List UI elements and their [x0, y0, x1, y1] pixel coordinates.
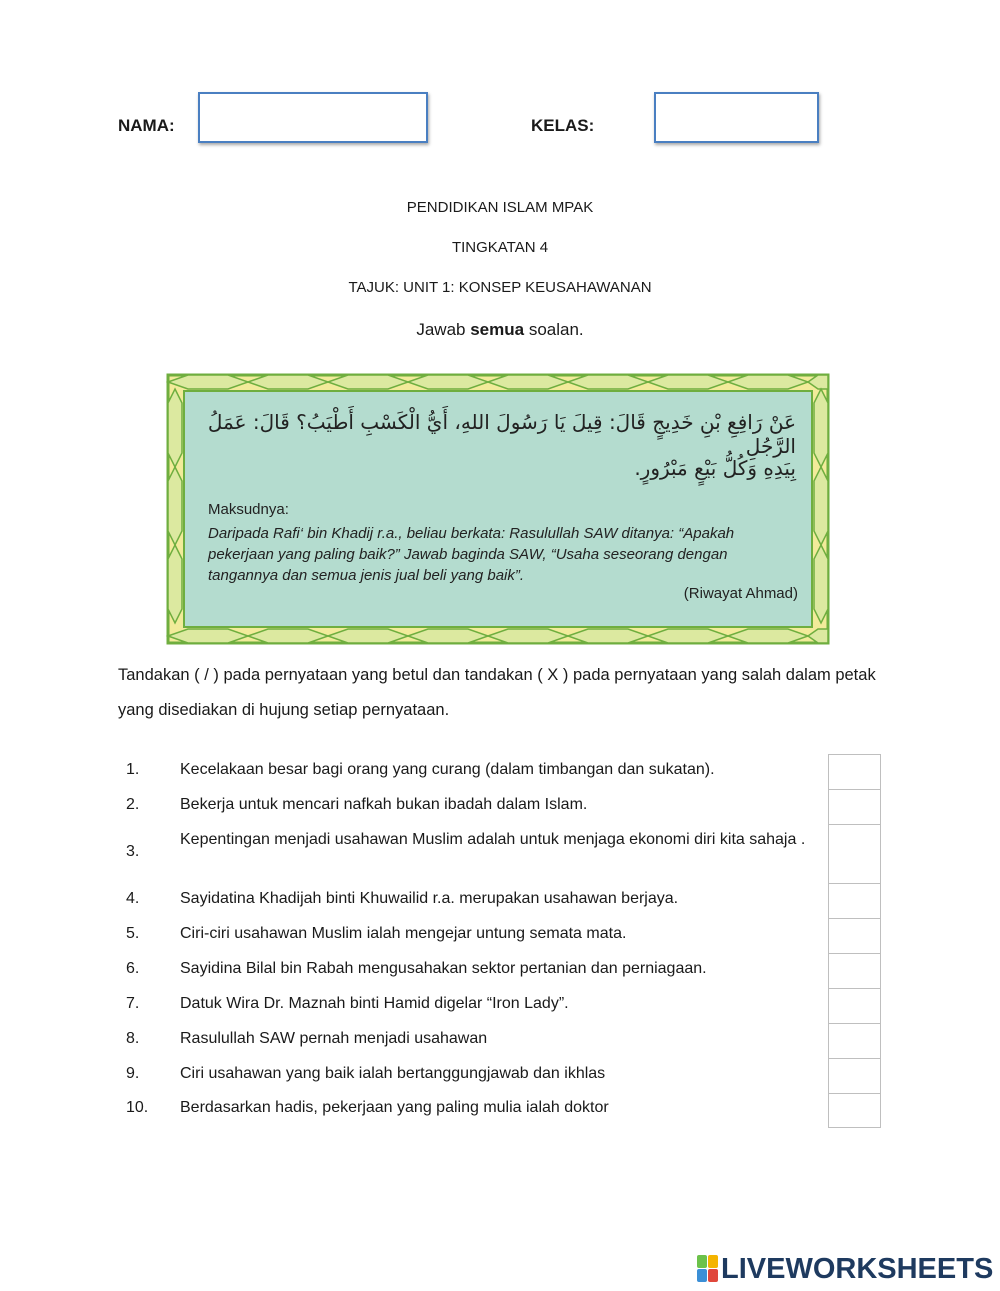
instruction-pre: Jawab — [416, 320, 471, 339]
question-text: Datuk Wira Dr. Maznah binti Hamid digelar “Iron Lady”. — [180, 995, 569, 1012]
question-number: 7. — [126, 995, 140, 1012]
liveworksheets-logo-icon — [697, 1255, 719, 1283]
question-text: Sayidatina Khadijah binti Khuwailid r.a. merupakan usahawan berjaya. — [180, 890, 679, 907]
answer-box[interactable] — [828, 1093, 881, 1128]
question-text: Sayidina Bilal bin Rabah mengusahakan sektor pertanian dan perniagaan. — [180, 960, 707, 977]
question-text: Rasulullah SAW pernah menjadi usahawan — [180, 1030, 488, 1047]
question-text: Bekerja untuk mencari nafkah bukan ibadah dalam Islam. — [180, 796, 588, 813]
kelas-input[interactable] — [654, 92, 819, 143]
hadith-arabic-line-2: بِيَدِهِ وَكُلُّ بَيْعٍ مَبْرُورٍ. — [634, 456, 796, 480]
answer-box[interactable] — [828, 953, 881, 989]
instruction-bold: semua — [470, 320, 525, 339]
form-title: TINGKATAN 4 — [451, 239, 549, 256]
answer-box[interactable] — [828, 883, 881, 919]
answer-box[interactable] — [828, 754, 881, 790]
answer-box[interactable] — [828, 918, 881, 954]
answer-box[interactable] — [828, 988, 881, 1024]
liveworksheets-logo — [697, 1252, 993, 1286]
subject-title: PENDIDIKAN ISLAM MPAK — [406, 199, 594, 216]
answer-box[interactable] — [828, 789, 881, 825]
answer-all-instruction — [0, 320, 1000, 340]
question-text: Ciri usahawan yang baik ialah bertanggungjawab dan ikhlas — [180, 1065, 606, 1082]
question-text: Kecelakaan besar bagi orang yang curang (dalam timbangan dan sukatan). — [180, 761, 715, 778]
question-number: 10. — [126, 1099, 149, 1116]
hadith-card — [166, 373, 830, 645]
hadith-source: (Riwayat Ahmad) — [683, 585, 798, 602]
hadith-maksud-label: Maksudnya: — [208, 501, 289, 518]
question-text: Ciri-ciri usahawan Muslim ialah mengejar untung semata mata. — [180, 925, 627, 942]
hadith-translation: Daripada Rafi‘ bin Khadij r.a., beliau berkata: Rasulullah SAW ditanya: “Apakah pekerjaan yang paling baik?” Jawab baginda SAW, “Usaha seseorang dengan tangannya dan semua jenis jual beli yang baik”. — [208, 525, 735, 584]
question-number: 5. — [126, 925, 140, 942]
answer-box[interactable] — [828, 1023, 881, 1059]
question-number: 2. — [126, 796, 140, 813]
answer-box[interactable] — [828, 824, 881, 884]
nama-label: NAMA: — [118, 116, 175, 135]
question-text: Berdasarkan hadis, pekerjaan yang paling mulia ialah doktor — [180, 1099, 609, 1116]
marking-instructions: Tandakan ( / ) pada pernyataan yang betul dan tandakan ( X ) pada pernyataan yang salah dalam petak yang disediakan di hujung setiap pernyataan. — [118, 666, 876, 719]
question-number: 1. — [126, 761, 140, 778]
topic-title: TAJUK: UNIT 1: KONSEP KEUSAHAWANAN — [348, 279, 652, 296]
question-number: 9. — [126, 1065, 140, 1082]
instruction-post: soalan. — [524, 320, 584, 339]
question-number: 3. — [126, 843, 140, 860]
question-text: Kepentingan menjadi usahawan Muslim adalah untuk menjaga ekonomi diri kita sahaja . — [180, 831, 806, 848]
question-number: 4. — [126, 890, 140, 907]
hadith-arabic-line-1: عَنْ رَافِعِ بْنِ خَدِيجٍ قَالَ: قِيلَ يَا رَسُولَ اللهِ، أَيُّ الْكَسْبِ أَطْيَبُ؟ قَالَ: عَمَلُ الرَّجُلِ — [207, 410, 796, 458]
answer-box[interactable] — [828, 1058, 881, 1094]
question-number: 8. — [126, 1030, 140, 1047]
question-number: 6. — [126, 960, 140, 977]
nama-input[interactable] — [198, 92, 428, 143]
liveworksheets-logo-text: LIVEWORKSHEETS — [721, 1252, 994, 1285]
kelas-label: KELAS: — [531, 116, 595, 135]
